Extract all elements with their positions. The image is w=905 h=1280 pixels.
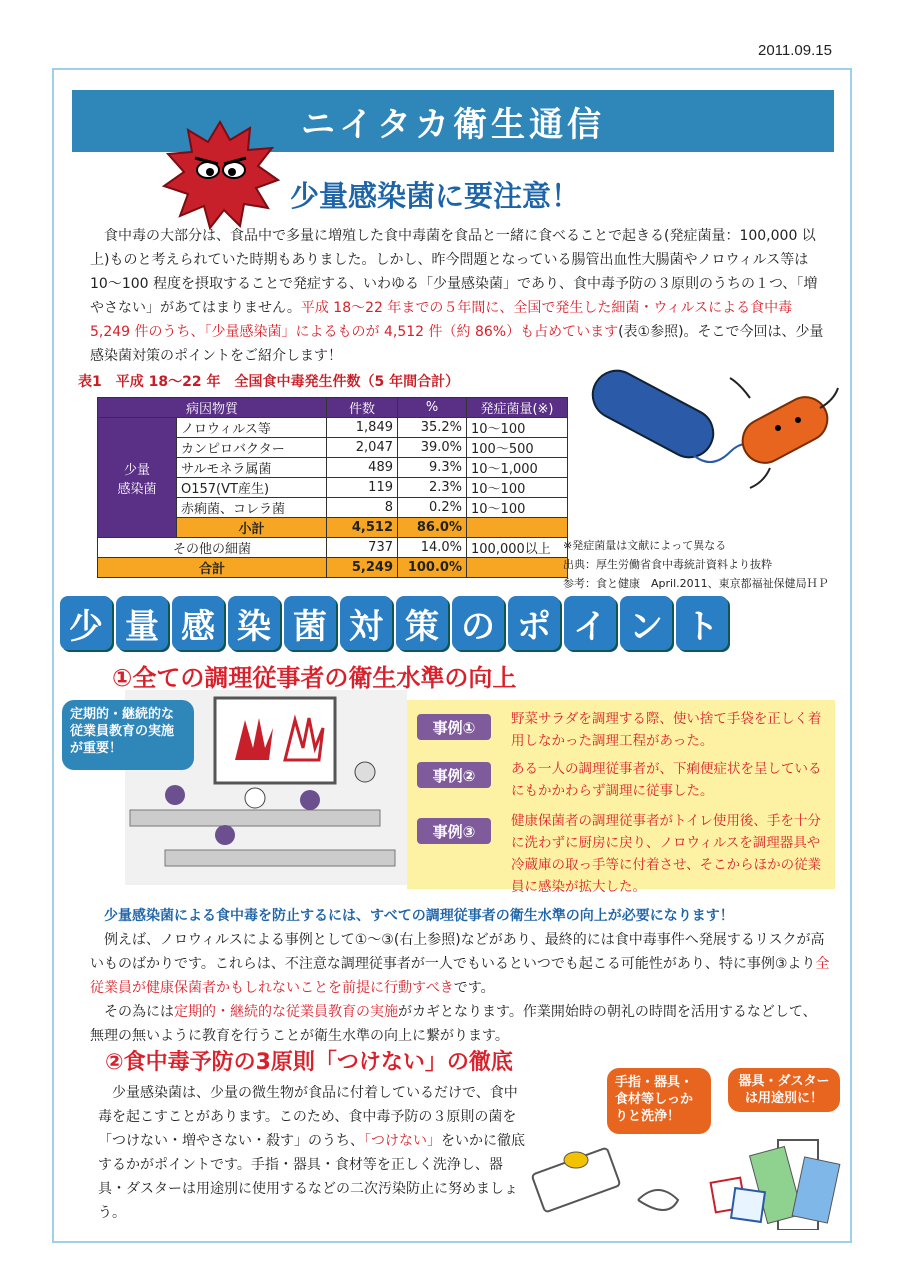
newsletter-title: ニイタカ衛生通信 [301,104,605,145]
section2-body: 少量感染菌は、少量の微生物が食品に付着しているだけで、食中毒を起こすことがあります。このため、食中毒予防の３原則の菌を「つけない・増やさない・殺す」のうち、「つけない」をいかに徹底するかがポイントです。手指・器具・食材等を正しく洗浄し、器具・ダスターは用途別に使用するなどの二次汚染防止に努めましょう。 [98,1085,525,1221]
points-char: 感 [172,596,224,650]
table-row: サルモネラ属菌 489 9.3% 10～1,000 [98,458,568,478]
section1-lead: 少量感染菌による食中毒を防止するには、すべての調理従事者の衛生水準の向上が必要になります！ [104,908,734,924]
points-char: ン [620,596,672,650]
section2-title: ②食中毒予防の3原則「つけない」の徹底 [105,1050,513,1075]
table-row: O157(VT産生) 119 2.3% 10～100 [98,478,568,498]
points-char: 策 [396,596,448,650]
table-header-row: 病因物質 件数 % 発症菌量(※) [98,398,568,418]
wash-callout: 手指・器具・食材等しっかりと洗浄！ [607,1068,711,1134]
table-caption: 表1 平成 18～22 年 全国食中毒発生件数（5 年間合計） [78,374,460,390]
points-char: 量 [116,596,168,650]
points-heading [60,596,728,650]
points-char: イ [564,596,616,650]
section1-title: ①全ての調理従事者の衛生水準の向上 [112,664,517,692]
germ-mascot-icon [160,120,280,230]
washing-illustration-icon [528,1120,848,1230]
section1-paragraph-1: 例えば、ノロウィルスによる事例として①～③(右上参照)などがあり、最終的には食中毒事件へ発展するリスクが高いものばかりです。これらは、不注意な調理従事者が一人でもいるといつでも起こる可能性があり、特に事例③より全従業員が健康保菌者かもしれないことを前提に行動すべきです。 [90,932,830,996]
main-headline: 少量感染菌に要注意！ [290,179,581,213]
intro-paragraph: 食中毒の大部分は、食品中で多量に増殖した食中毒菌を食品と一緒に食べることで起きる(発症菌量：100,000 以上)ものと考えられていた時期もありました。しかし、昨今問題となっている腸管出血性大腸菌やノロウィルス等は 10～100 程度を摂取することで発症する、いわゆる「少量感染菌」であり、食中毒予防の３原則のうちの１つ、「増やさない」があてはまりません。平成 18～22 年までの５年間に、全国で発生した細菌・ウィルスによる食中毒 5,249 件のうち、「少量感染菌」によるものが 4,512 件（約 86%）も占めています(表①参照)。そこで今回は、少量感染菌対策のポイントをご紹介します！ [90,228,824,364]
education-callout: 定期的・継続的な従業員教育の実施が重要！ [62,700,194,770]
case-text-2: ある一人の調理従事者が、下痢便症状を呈しているにもかかわらず調理に従事した。 [511,761,822,799]
section1-paragraph-2: その為には定期的・継続的な従業員教育の実施がカギとなります。作業開始時の朝礼の時間を活用するなどして、無理の無いように教育を行うことが衛生水準の向上に繋がります。 [90,1004,817,1044]
case-text-3: 健康保菌者の調理従事者がトイレ使用後、手を十分に洗わずに厨房に戻り、ノロウィルスを調理器具や冷蔵庫の取っ手等に付着させ、そこからほかの従業員に感染が拡大した。 [511,813,822,895]
table-total-row: 合計 5,249 100.0% [98,558,568,578]
separate-use-callout: 器具・ダスターは用途別に！ [728,1068,840,1112]
points-char: 染 [228,596,280,650]
bacteria-illustration-icon [570,368,840,508]
table-subtotal-row: 小計 4,512 86.0% [98,518,568,538]
case-tag-1: 事例① [417,714,491,740]
points-char: ト [676,596,728,650]
points-char: の [452,596,504,650]
points-char: ポ [508,596,560,650]
table-row: カンピロバクター 2,047 39.0% 100～500 [98,438,568,458]
table-row: 少量 感染菌 ノロウィルス等 1,849 35.2% 10～100 [98,418,568,438]
issue-date: 2011.09.15 [758,42,832,59]
points-char: 少 [60,596,112,650]
case-tag-3: 事例③ [417,818,491,844]
table-row: 赤痢菌、コレラ菌 8 0.2% 10～100 [98,498,568,518]
points-char: 対 [340,596,392,650]
table-other-row: その他の細菌 737 14.0% 100,000以上 [98,538,568,558]
section1-body [90,904,830,1048]
cases-panel [407,700,835,895]
table-notes: ※発症菌量は文献によって異なる 出典：厚生労働省食中毒統計資料より抜粋 参考：食と健康 April.2011、東京都福祉保健局ＨＰ [563,539,829,590]
points-char: 菌 [284,596,336,650]
case-text-1: 野菜サラダを調理する際、使い捨て手袋を正しく着用しなかった調理工程があった。 [511,711,822,749]
case-tag-2: 事例② [417,762,491,788]
outbreak-table [97,397,568,578]
